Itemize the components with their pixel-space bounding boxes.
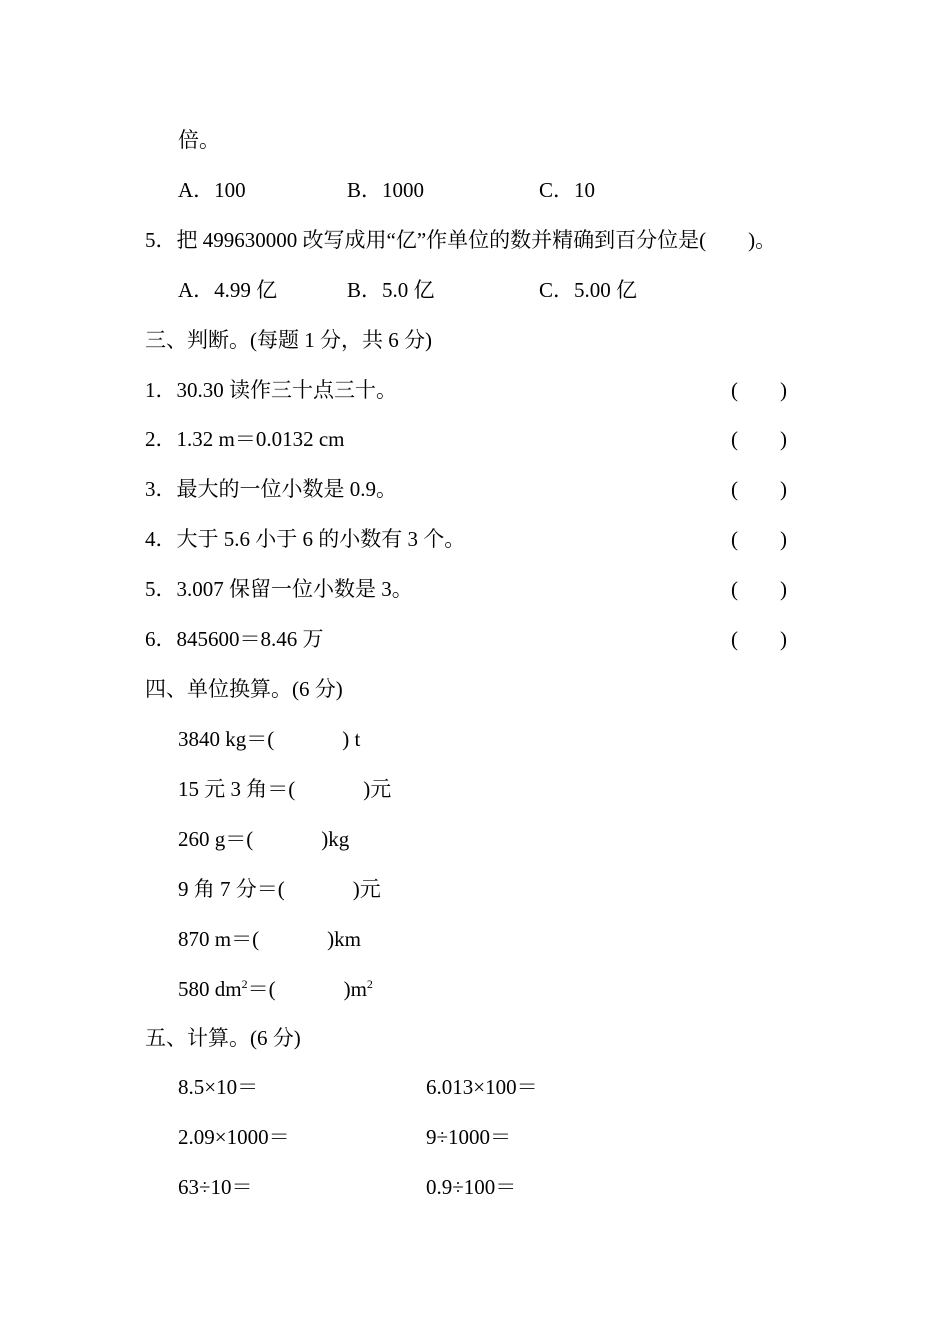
paren-close: ) (780, 427, 787, 451)
conversion-item-6 (178, 976, 373, 1002)
paren-open: ( (731, 378, 738, 402)
conversion-left: 3840 kg＝( (178, 727, 275, 751)
judge-answer-2[interactable] (731, 426, 787, 452)
section3-heading: 三、判断。(每题 1 分，共 6 分) (145, 328, 432, 352)
section4-heading: 四、单位换算。(6 分) (145, 677, 343, 701)
paren-open: ( (731, 627, 738, 651)
q4-option-a[interactable]: A．100 (178, 178, 246, 202)
conversion-right: ) t (342, 727, 361, 751)
calc-item[interactable]: 9÷1000＝ (426, 1125, 512, 1149)
section5-heading: 五、计算。(6 分) (145, 1026, 301, 1050)
conversion-right: )元 (352, 877, 381, 901)
conversion-item-5 (178, 926, 361, 952)
paren-close: ) (780, 627, 787, 651)
judge-item-text: 845600＝8.46 万 (176, 627, 324, 651)
judge-item-text: 30.30 读作三十点三十。 (176, 378, 397, 402)
q4-option-c[interactable]: C．10 (539, 178, 596, 202)
conversion-right: )km (327, 927, 361, 951)
conversion-left: 870 m＝( (178, 927, 260, 951)
conversion-left: 15 元 3 角＝( (178, 777, 296, 801)
judge-item-1 (145, 377, 397, 403)
judge-item-number: 5． (145, 577, 177, 601)
conversion-left-rest: ＝( (247, 977, 276, 1001)
calc-item[interactable]: 2.09×1000＝ (178, 1125, 290, 1149)
judge-answer-3[interactable] (731, 476, 787, 502)
paren-close: ) (780, 527, 787, 551)
paren-close: ) (780, 577, 787, 601)
judge-item-number: 3． (145, 477, 177, 501)
judge-item-5 (145, 576, 413, 602)
paren-open: ( (731, 477, 738, 501)
calc-item[interactable]: 63÷10＝ (178, 1175, 253, 1199)
conversion-item-4 (178, 876, 381, 902)
q4-option-b[interactable]: B．1000 (347, 178, 425, 202)
conversion-right: )元 (363, 777, 392, 801)
paren-close: ) (780, 477, 787, 501)
conversion-item-2 (178, 776, 391, 802)
q4-stem-tail: 倍。 (178, 128, 220, 152)
judge-item-text: 大于 5.6 小于 6 的小数有 3 个。 (176, 527, 466, 551)
conversion-item-1 (178, 726, 360, 752)
conversion-left: 9 角 7 分＝( (178, 877, 285, 901)
q5-number: 5． (145, 228, 177, 252)
calc-item[interactable]: 6.013×100＝ (426, 1075, 538, 1099)
superscript: 2 (241, 977, 248, 991)
judge-item-4 (145, 526, 465, 552)
judge-answer-5[interactable] (731, 576, 787, 602)
judge-answer-4[interactable] (731, 526, 787, 552)
conversion-item-3 (178, 826, 349, 852)
q5-option-b[interactable]: B．5.0 亿 (347, 278, 435, 302)
paren-open: ( (731, 577, 738, 601)
q5-stem (145, 227, 776, 253)
paren-open: ( (731, 527, 738, 551)
judge-item-text: 1.32 m＝0.0132 cm (176, 427, 345, 451)
calc-item[interactable]: 8.5×10＝ (178, 1075, 259, 1099)
judge-item-3 (145, 476, 397, 502)
calc-item[interactable]: 0.9÷100＝ (426, 1175, 517, 1199)
judge-item-number: 2． (145, 427, 177, 451)
conversion-right: )kg (321, 827, 350, 851)
judge-answer-1[interactable] (731, 377, 787, 403)
paren-close: ) (780, 378, 787, 402)
superscript: 2 (366, 977, 373, 991)
judge-item-text: 最大的一位小数是 0.9。 (176, 477, 397, 501)
q5-stem-before: 把 499630000 改写成用“亿”作单位的数并精确到百分位是( (176, 228, 707, 252)
judge-item-number: 1． (145, 378, 177, 402)
judge-item-number: 4． (145, 527, 177, 551)
q5-stem-after: )。 (748, 228, 777, 252)
judge-item-number: 6． (145, 627, 177, 651)
q5-option-c[interactable]: C．5.00 亿 (539, 278, 638, 302)
judge-item-2 (145, 426, 345, 452)
judge-item-6 (145, 626, 324, 652)
judge-item-text: 3.007 保留一位小数是 3。 (176, 577, 413, 601)
paren-open: ( (731, 427, 738, 451)
conversion-left: 580 dm (178, 977, 242, 1001)
q5-option-a[interactable]: A．4.99 亿 (178, 278, 278, 302)
conversion-left: 260 g＝( (178, 827, 254, 851)
conversion-right: )m (343, 977, 367, 1001)
judge-answer-6[interactable] (731, 626, 787, 652)
